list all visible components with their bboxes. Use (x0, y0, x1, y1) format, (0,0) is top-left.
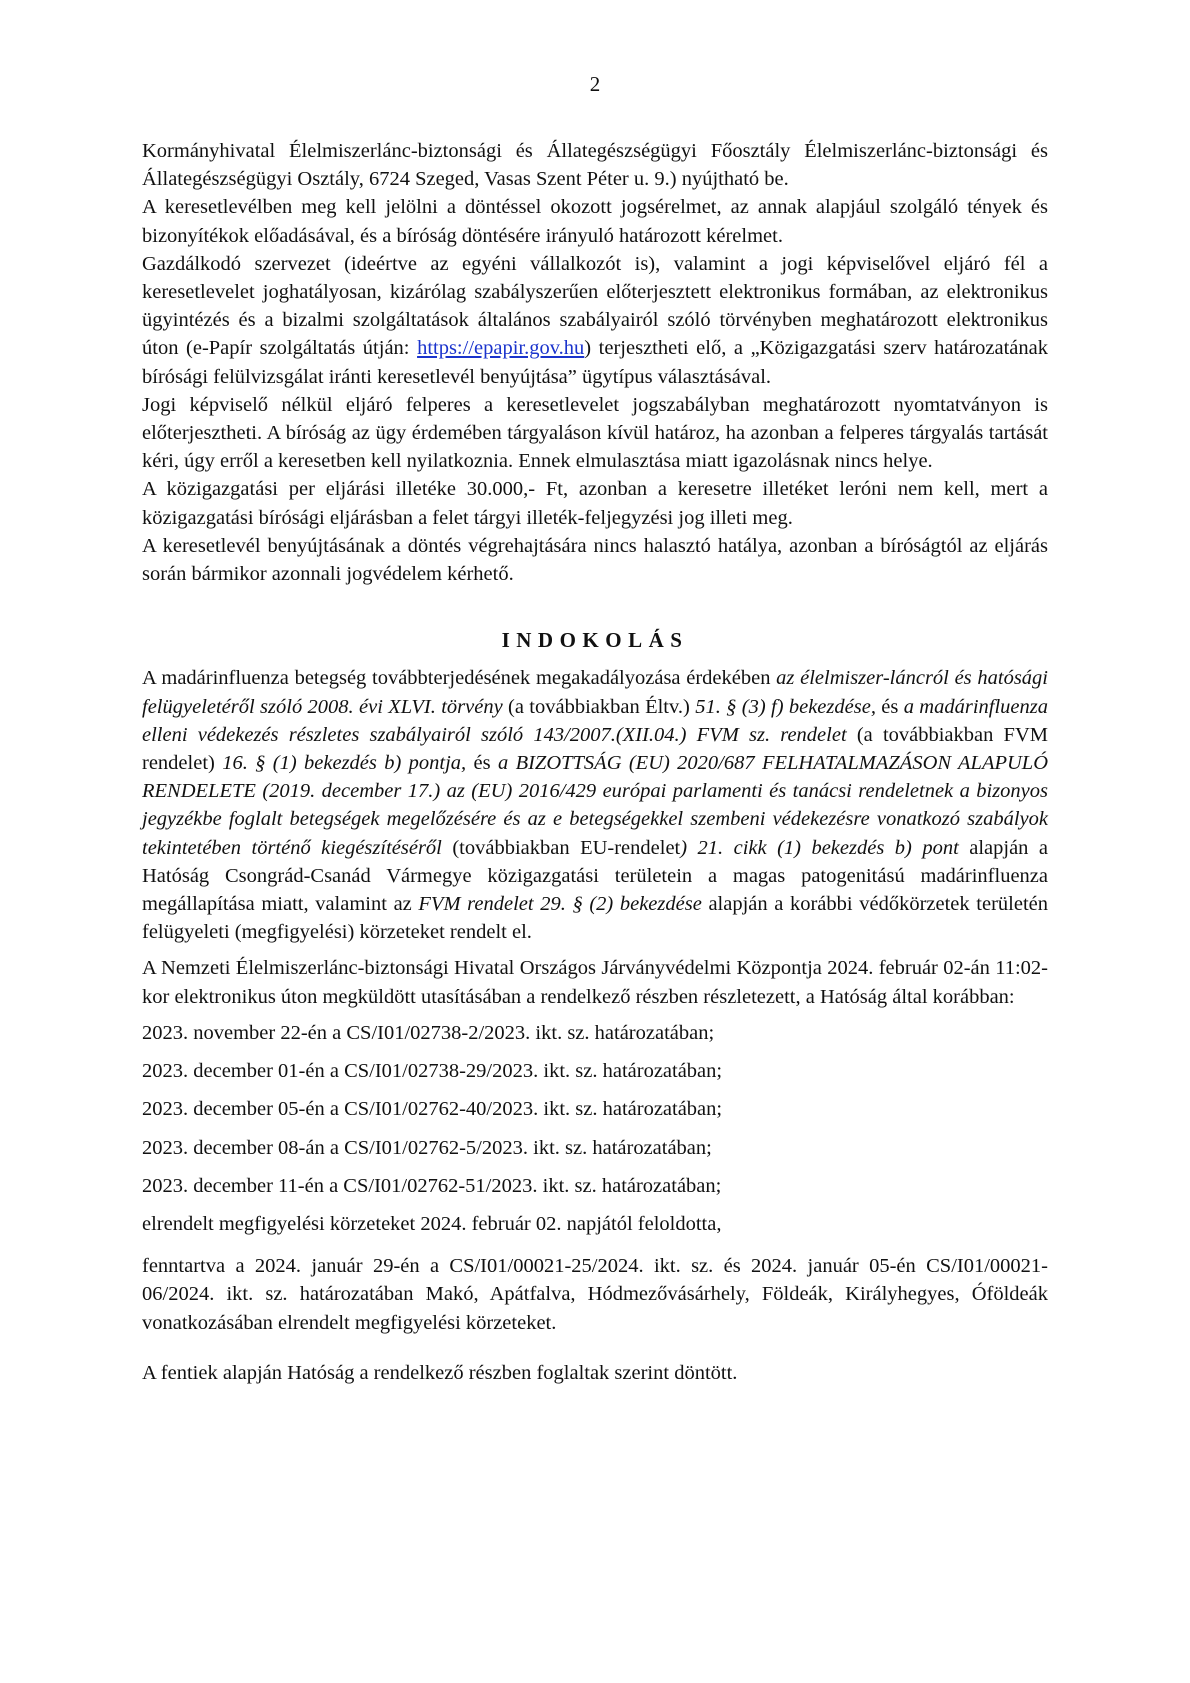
reasoning-text: (továbbiakban EU-rendelet (441, 836, 681, 859)
decision-item: 2023. december 11-én a CS/I01/02762-51/2023. ikt. sz. határozatában; (142, 1174, 722, 1197)
decision-list (142, 1019, 1048, 1238)
paragraph-complaint-content: A keresetlevélben meg kell jelölni a döntéssel okozott jogsérelmet, az annak alapjául szolgáló tények és bizonyítékok előadásával, és a bíróság döntésére irányuló határozott kérelmet. (142, 196, 1048, 247)
legal-citation: ) 21. cikk (1) bekezdés b) pont (680, 836, 959, 859)
decision-item: 2023. december 05-én a CS/I01/02762-40/2023. ikt. sz. határozatában; (142, 1098, 723, 1121)
epapir-link[interactable]: https://epapir.gov.hu (417, 337, 585, 360)
legal-citation: a madárinfluenza elleni védekezés részletes szabályairól szóló 143/2007.(XII.04.) FVM sz. rendelet (142, 695, 1049, 746)
paragraph-electronic-filing (142, 250, 1048, 391)
reasoning-section (142, 664, 1048, 1386)
decision-item: 2023. november 22-én a CS/I01/02738-2/2023. ikt. sz. határozatában; (142, 1021, 715, 1044)
legal-citation: 51. § (3) f) bekezdése, (695, 695, 876, 718)
paragraph-procedural-fee: A közigazgatási per eljárási illetéke 30.000,- Ft, azonban a keresetre illetéket leróni nem kell, mert a közigazgatási bírósági eljárásban a felet tárgyi illeték-feljegyzési jog illeti meg. (142, 478, 1048, 529)
reasoning-text: alapján a Hatóság Csongrád-Csanád Vármegye közigazgatási területein a magas patogenitású madárinfluenza megállapítása miatt, valamint az (142, 836, 1049, 916)
reasoning-text: (a továbbiakban Éltv.) (502, 695, 696, 718)
electronic-filing-text: Gazdálkodó szervezet (ideértve az egyéni vállalkozót is), valamint a jogi képviselővel eljáró fél a keresetlevelet joghatályosan, kizárólag szabályszerűen előterjesztett elektronikus formában, az elektronikus ügyintézés és a bizalmi szolgáltatások általános szabályairól szóló törvényben meghatározott elektronikus úton (e-Papír szolgáltatás útján: (142, 252, 1048, 360)
electronic-filing-text-end: ) terjesztheti elő, a „Közigazgatási szerv határozatának bírósági felülvizsgálat iránti keresetlevél benyújtása” ügytípus választásával. (142, 337, 1048, 388)
paragraph-nebih-instruction: A Nemzeti Élelmiszerlánc-biztonsági Hivatal Országos Járványvédelmi Központja 2024. február 02-án 11:02-kor elektronikus úton megküldött utasításában a rendelkező részben részletezett, a Hatóság által korábban: (142, 957, 1048, 1008)
reasoning-text: A madárinfluenza betegség továbbterjedésének megakadályozása érdekében (142, 667, 777, 690)
reasoning-text: és (875, 695, 904, 718)
decision-item: 2023. december 01-én a CS/I01/02738-29/2023. ikt. sz. határozatában; (142, 1060, 723, 1083)
appeal-info-section (142, 137, 1048, 588)
reasoning-text: alapján a korábbi védőkörzetek területén felügyeleti (megfigyelési) körzeteket rendelt el. (142, 893, 1048, 944)
document-body (142, 137, 1048, 1395)
paragraph-submission-office: Kormányhivatal Élelmiszerlánc-biztonsági és Állategészségügyi Főosztály Élelmiszerlánc-biztonsági és Állategészségügyi Osztály, 6724 Szeged, Vasas Szent Péter u. 9.) nyújtható be. (142, 140, 1048, 191)
paragraph-closing: A fentiek alapján Hatóság a rendelkező részben foglaltak szerint döntött. (142, 1361, 738, 1384)
legal-citation: 16. § (1) bekezdés b) pontja, (222, 752, 467, 775)
decision-item: 2023. december 08-án a CS/I01/02762-5/2023. ikt. sz. határozatában; (142, 1136, 712, 1159)
paragraph-legal-basis (142, 664, 1048, 946)
reasoning-text: (a továbbiakban FVM rendelet) (142, 723, 1048, 775)
page-number: 2 (589, 72, 601, 96)
paragraph-maintained-zones: fenntartva a 2024. január 29-én a CS/I01/00021-25/2024. ikt. sz. és 2024. január 05-én CS/I01/00021-06/2024. ikt. sz. határozatában Makó, Apátfalva, Hódmezővásárhely, Földeák, Királyhegyes, Óföldeák vonatkozásában elrendelt megfigyelési körzeteket. (142, 1255, 1048, 1334)
paragraph-no-suspensive-effect: A keresetlevél benyújtásának a döntés végrehajtására nincs halasztó hatálya, azonban a bíróságtól az eljárás során bármikor azonnali jogvédelem kérhető. (142, 534, 1048, 586)
legal-citation: az élelmiszer-láncról és hatósági felügyeletéről szóló 2008. évi XLVI. törvény (142, 667, 1048, 718)
lifted-zones-line: elrendelt megfigyelési körzeteket 2024. február 02. napjától feloldotta, (142, 1212, 722, 1235)
reasoning-heading: INDOKOLÁS (501, 628, 689, 653)
legal-citation: FVM rendelet 29. § (2) bekezdése (418, 893, 702, 916)
paragraph-without-representative: Jogi képviselő nélkül eljáró felperes a keresetlevelet jogszabályban meghatározott nyomtatványon is előterjesztheti. A bíróság az ügy érdemében tárgyaláson kívül határoz, ha azonban a felperes tárgyalás tartását kéri, úgy erről a keresetben kell nyilatkoznia. Ennek elmulasztása miatt igazolásnak nincs helye. (142, 393, 1048, 473)
reasoning-text: és (466, 752, 498, 775)
legal-citation: a BIZOTTSÁG (EU) 2020/687 FELHATALMAZÁSON ALAPULÓ RENDELETE (2019. december 17.) az (EU) 2016/429 európai parlamenti és tanácsi rendeletnek a bizonyos jegyzékbe foglalt betegségek megelőzésére és az e betegségekkel szembeni védekezésre vonatkozó szabályok tekintetében történő kiegészítéséről (142, 752, 1049, 859)
